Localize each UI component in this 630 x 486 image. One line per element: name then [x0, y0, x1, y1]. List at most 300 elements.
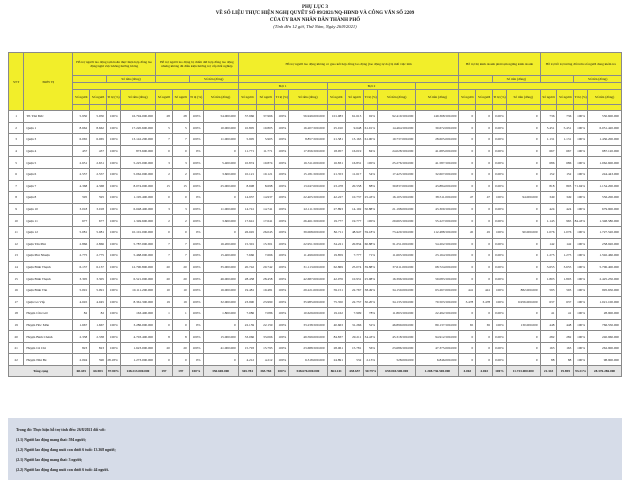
row-cell: 100%	[189, 215, 203, 227]
row-cell: 0	[172, 226, 189, 238]
total-cell: 197	[156, 366, 173, 377]
row-cell: 33.066	[257, 331, 275, 343]
row-cell: 21.198.000.000	[378, 203, 416, 215]
row-cell: 82.711	[327, 226, 345, 238]
row-cell: 437	[73, 145, 90, 157]
row-cell: 37.611.000.000	[378, 261, 416, 273]
note-line: (1.1) Người lao động mang thai: 594 người;	[16, 438, 86, 442]
row-stt: 5	[9, 157, 24, 169]
row-cell: 100%	[275, 215, 289, 227]
row-cell: 0	[172, 319, 189, 331]
header-money-col: Số tiền (đồng)	[378, 90, 416, 105]
row-cell: 100%	[275, 331, 289, 343]
row-cell: 0	[459, 134, 476, 146]
row-cell: 8	[172, 331, 189, 343]
row-stt: 11	[9, 226, 24, 238]
row-cell: 4.368	[90, 180, 107, 192]
row-cell: 20	[172, 342, 189, 354]
row-cell: 0	[459, 342, 476, 354]
row-cell: 0	[506, 111, 540, 123]
row-cell: 965	[557, 215, 574, 227]
total-cell: 66.903	[90, 366, 107, 377]
row-cell: 1.623.000.000	[120, 342, 155, 354]
row-cell: 100%	[275, 354, 289, 366]
row-cell: 1.154.200.000	[588, 180, 622, 192]
row-cell: 30.672.000.000	[416, 122, 459, 134]
row-unit-name: Huyện Củ Chi	[24, 342, 73, 354]
row-cell: 100%	[574, 168, 588, 180]
row-cell: 100%	[107, 238, 121, 250]
row-stt: 3	[9, 134, 24, 146]
row-cell: 2.866	[73, 238, 90, 250]
row-cell: 2.13%	[364, 354, 378, 366]
row-cell: 1.800.000	[203, 308, 238, 320]
row-unit-name: Huyện Nhà Bè	[24, 354, 73, 366]
row-cell: 2	[172, 215, 189, 227]
row-cell: 667	[557, 145, 574, 157]
row-cell: 0%	[189, 192, 203, 204]
row-cell: 10.874	[257, 157, 275, 169]
row-cell: 43.309.500.000	[416, 203, 459, 215]
row-cell: 1.076	[557, 226, 574, 238]
row-cell: 2.866	[90, 238, 107, 250]
row-cell: 41.685.000.000	[416, 145, 459, 157]
row-cell: 100%	[189, 180, 203, 192]
row-cell: 20.742	[257, 261, 275, 273]
row-cell: 28.458	[257, 273, 275, 285]
row-cell: 18.957	[327, 145, 345, 157]
row-cell: 7.086	[257, 308, 275, 320]
row-cell: 3.286.000.000	[120, 319, 155, 331]
row-cell: 3.600.000	[203, 215, 238, 227]
row-cell: 3.655	[557, 261, 574, 273]
row-unit-name: Quận 3	[24, 134, 73, 146]
row-cell: 100%	[275, 203, 289, 215]
row-cell: 28	[172, 111, 189, 123]
header-ratio: Tỉ lệ (%)	[189, 90, 203, 105]
row-cell: 42.687.000.000	[289, 273, 327, 285]
row-cell: 152	[540, 168, 557, 180]
row-cell: 6.051.420.000	[588, 122, 622, 134]
row-cell: 35.985.000.000	[289, 296, 327, 308]
row-stt: 21	[9, 342, 24, 354]
row-cell: 75.350	[327, 296, 345, 308]
row-cell: 3.478	[459, 296, 476, 308]
row-cell: 528.000.000	[378, 354, 416, 366]
table-row	[9, 122, 622, 134]
row-cell: 28.458	[238, 273, 256, 285]
row-cell: 59.151	[327, 284, 345, 296]
row-cell: 10.874	[238, 157, 256, 169]
row-cell: 59.18%	[364, 226, 378, 238]
document-date-note: (Tính đến 12 giờ, Thứ Năm, Ngày 26/8/2021)	[273, 24, 357, 30]
header-money: Số tiền (đồng)	[107, 76, 156, 83]
row-cell: 54%	[364, 168, 378, 180]
row-cell: 8.662	[90, 122, 107, 134]
row-cell: 100%	[493, 284, 507, 296]
row-cell: 8.698	[257, 180, 275, 192]
row-cell: 595	[90, 192, 107, 204]
row-cell: 32.000.000	[203, 296, 238, 308]
total-row	[9, 366, 622, 377]
header-money: Số tiền (đồng)	[493, 76, 541, 83]
header-ratio: Tỉ lệ (%)	[275, 90, 289, 105]
row-cell: 1.062.600.000	[588, 157, 622, 169]
row-cell: 71%	[364, 250, 378, 262]
row-cell: 22.111.500.000	[289, 203, 327, 215]
row-cell: 33.066	[238, 331, 256, 343]
row-cell: 19	[172, 296, 189, 308]
row-cell: 5.451	[540, 122, 557, 134]
row-cell: 15	[172, 180, 189, 192]
row-cell: 100%	[189, 157, 203, 169]
row-cell: 22.951.500.000	[289, 238, 327, 250]
row-cell: 34.43%	[364, 331, 378, 343]
row-cell: 48.947	[345, 226, 363, 238]
row-cell: 100%	[275, 319, 289, 331]
row-cell: 3.018	[73, 203, 90, 215]
row-cell: 0	[476, 111, 493, 123]
row-cell: 29.665.500.000	[378, 215, 416, 227]
row-cell: 100%	[275, 261, 289, 273]
table-row	[9, 261, 622, 273]
row-cell: 0	[459, 238, 476, 250]
table-row	[9, 342, 622, 354]
row-cell: 100%	[189, 284, 203, 296]
header-ratio: Tỉ lệ (%)	[574, 90, 588, 105]
row-cell: 0	[172, 145, 189, 157]
row-cell: 100%	[275, 180, 289, 192]
total-cell: 100%	[493, 366, 507, 377]
row-cell: 100%	[107, 111, 121, 123]
row-unit-name: Quận 7	[24, 180, 73, 192]
row-cell: 100%	[574, 192, 588, 204]
row-cell: 22.159	[257, 319, 275, 331]
row-cell: 0	[476, 145, 493, 157]
row-cell: 6.137	[73, 261, 90, 273]
row-cell: 20	[172, 261, 189, 273]
row-cell: 5.787.000.000	[120, 238, 155, 250]
header-phase-1: Đợt 1	[238, 83, 327, 90]
row-cell: 28	[156, 111, 173, 123]
row-cell: 0	[459, 145, 476, 157]
row-unit-name: Quận Tân Phú	[24, 238, 73, 250]
row-cell: 10.805	[257, 122, 275, 134]
row-cell: 0.00%	[493, 331, 507, 343]
header-group-4: Hỗ trợ hộ kinh doanh phải tạm ngừng kinh doanh	[459, 53, 540, 76]
row-cell: 70.503.500.000	[416, 296, 459, 308]
row-cell: 686	[540, 157, 557, 169]
row-cell: 282	[557, 331, 574, 343]
row-cell: 593	[540, 284, 557, 296]
row-cell: 100%	[275, 134, 289, 146]
row-cell: 100%	[189, 111, 203, 123]
row-cell: 19.162	[327, 308, 345, 320]
row-cell: 0	[476, 203, 493, 215]
row-cell: 100%	[107, 192, 121, 204]
row-cell: 84.837	[327, 331, 345, 343]
total-cell: 100%	[275, 366, 289, 377]
row-cell: 7	[156, 250, 173, 262]
row-cell: 6.956.000.000	[506, 296, 540, 308]
row-unit-name: Quận 5	[24, 157, 73, 169]
row-cell: 100%	[189, 168, 203, 180]
row-cell: 0%	[189, 226, 203, 238]
row-cell: 100%	[574, 331, 588, 343]
row-cell: 52%	[364, 319, 378, 331]
row-cell: 100%	[107, 122, 121, 134]
row-cell: 823	[73, 342, 90, 354]
row-cell: 7.666	[257, 250, 275, 262]
row-cell: 6.065	[73, 134, 90, 146]
row-cell: 100%	[107, 145, 121, 157]
table-row	[9, 203, 622, 215]
row-cell: 25.010	[327, 122, 345, 134]
row-cell: 0	[506, 308, 540, 320]
support-data-table	[8, 52, 622, 377]
row-cell: 0	[506, 261, 540, 273]
row-cell: 17.641	[257, 215, 275, 227]
total-cell: 350.600.000	[203, 366, 238, 377]
row-cell: 100%	[107, 342, 121, 354]
row-cell: 995.650.000	[588, 284, 622, 296]
row-cell: 100%	[189, 273, 203, 285]
table-row	[9, 168, 622, 180]
header-people: Số người	[73, 90, 90, 105]
row-cell: 5.091	[73, 284, 90, 296]
row-cell: 42.227	[327, 192, 345, 204]
table-row	[9, 273, 622, 285]
row-cell: 6.846.000.000	[416, 354, 459, 366]
row-cell: 100%	[107, 308, 121, 320]
row-cell: 20.742	[238, 261, 256, 273]
row-cell: 100%	[275, 226, 289, 238]
row-cell: 0	[506, 203, 540, 215]
row-cell: 437	[90, 145, 107, 157]
row-cell: 8.662	[73, 122, 90, 134]
row-cell: 100%	[189, 342, 203, 354]
row-cell: 0	[476, 273, 493, 285]
row-cell: 22.492.500.000	[416, 308, 459, 320]
header-group-2: Hỗ trợ người lao động bị chấm dứt hợp đồng lao động nhưng không đủ điều kiện hưởng trợ cấp thất nghiệp	[156, 53, 239, 76]
row-cell: 100%	[275, 308, 289, 320]
row-cell: 142	[540, 238, 557, 250]
header-people: Số người	[156, 90, 173, 105]
row-cell: 448	[557, 319, 574, 331]
table-row	[9, 354, 622, 366]
row-cell: 20	[172, 273, 189, 285]
row-cell: 47	[459, 192, 476, 204]
row-cell: 38.49%	[364, 284, 378, 296]
row-cell: 92%	[364, 111, 378, 123]
row-cell: 2.651	[73, 157, 90, 169]
row-cell: 100%	[364, 215, 378, 227]
row-cell: 88	[540, 354, 557, 366]
row-cell: 0	[506, 354, 540, 366]
row-cell: 3.305	[73, 273, 90, 285]
row-unit-name: Huyện Bình Chánh	[24, 331, 73, 343]
row-cell: 7.666	[238, 250, 256, 262]
row-cell: 0	[459, 122, 476, 134]
header-people: Số người	[476, 90, 493, 105]
row-stt: 20	[9, 331, 24, 343]
header-people: Số người	[345, 90, 363, 105]
row-cell: 10.805	[238, 122, 256, 134]
row-cell: 2.338	[73, 331, 90, 343]
row-cell: 100%	[574, 203, 588, 215]
row-cell: 0	[459, 354, 476, 366]
row-cell: 0	[203, 354, 238, 366]
row-cell: 100%	[275, 296, 289, 308]
row-cell: 5.081	[73, 226, 90, 238]
row-cell: 3	[172, 203, 189, 215]
row-cell: 37.966	[238, 111, 256, 123]
note-line: (2.1) Người lao động mang thai: 3 người;	[16, 458, 83, 462]
row-cell: 23.990	[238, 296, 256, 308]
row-cell: 0	[506, 273, 540, 285]
row-cell: 0	[506, 342, 540, 354]
row-cell: 2.651	[90, 157, 107, 169]
row-cell: 0	[506, 180, 540, 192]
row-cell: 100%	[275, 238, 289, 250]
row-cell: 0	[506, 250, 540, 262]
row-cell: 19.859	[327, 250, 345, 262]
row-cell: 71.94%	[574, 180, 588, 192]
row-cell: 244.443.000	[588, 168, 622, 180]
row-cell: 17.656.500.000	[289, 145, 327, 157]
row-cell: 1.273.000.000	[120, 354, 155, 366]
row-cell: 6.521.000.000	[120, 273, 155, 285]
row-cell: 41.000.000	[203, 342, 238, 354]
row-cell: 28.900.000	[588, 308, 622, 320]
row-cell: 0	[476, 122, 493, 134]
row-cell: 3.655	[540, 261, 557, 273]
row-cell: 0	[476, 331, 493, 343]
row-cell: 14.937	[257, 192, 275, 204]
row-cell: 2.775	[73, 250, 90, 262]
row-cell: 34.150.000.000	[378, 284, 416, 296]
row-cell: 21.353	[327, 168, 345, 180]
total-cell: 19.895	[557, 366, 574, 377]
row-cell: 14.741	[257, 203, 275, 215]
row-cell: 1.349.600.000	[120, 215, 155, 227]
row-cell: 1.143	[540, 215, 557, 227]
row-cell: 10.931	[345, 273, 363, 285]
row-cell: 0	[506, 215, 540, 227]
row-cell: 0	[476, 215, 493, 227]
appendix-title: PHỤ LỤC 3	[301, 5, 329, 10]
row-cell: 0	[506, 168, 540, 180]
row-cell: 60.88%	[364, 238, 378, 250]
row-cell: 112.488.500.000	[416, 226, 459, 238]
row-cell: 149.368.500.000	[416, 111, 459, 123]
row-cell: 100%	[189, 250, 203, 262]
total-cell: 28.376.286.000	[588, 366, 622, 377]
row-cell: 4.212	[257, 354, 275, 366]
total-cell: 100%	[189, 366, 203, 377]
row-cell: 0	[459, 111, 476, 123]
row-cell: 3.018	[90, 203, 107, 215]
row-cell: 100%	[574, 273, 588, 285]
header-money: Số tiền (đồng)	[574, 76, 622, 83]
row-cell: 0%	[189, 145, 203, 157]
row-cell: 100%	[275, 273, 289, 285]
row-cell: 24.028.500.000	[378, 145, 416, 157]
row-cell: 766.550.000	[588, 319, 622, 331]
row-cell: 1.021.100.000	[588, 296, 622, 308]
row-cell: 4.368	[73, 180, 90, 192]
row-cell: 0	[506, 331, 540, 343]
row-cell: 25.074	[345, 261, 363, 273]
row-cell: 0	[156, 319, 173, 331]
row-cell: 0.00%	[493, 354, 507, 366]
row-cell: 100%	[574, 354, 588, 366]
row-cell: 5.905	[238, 134, 256, 146]
row-cell: 5.706.400.000	[588, 261, 622, 273]
row-cell: 45.318.500.000	[378, 331, 416, 343]
row-cell: 25.000.000	[203, 180, 238, 192]
row-cell: 16.200.000	[203, 238, 238, 250]
row-cell: 0.00%	[493, 122, 507, 134]
row-cell: 20.558	[345, 180, 363, 192]
row-cell: 736	[557, 111, 574, 123]
row-cell: 349	[557, 192, 574, 204]
row-cell: 100%	[189, 238, 203, 250]
row-cell: 677	[90, 215, 107, 227]
row-cell: 28.061	[327, 342, 345, 354]
row-cell: 1.803	[540, 273, 557, 285]
row-cell: 59.083.500.000	[416, 273, 459, 285]
row-cell: 13.142.200.000	[120, 134, 155, 146]
row-cell: 16.794.000.000	[120, 111, 155, 123]
row-cell: 25.43%	[364, 192, 378, 204]
table-row	[9, 238, 622, 250]
row-cell: 424	[557, 203, 574, 215]
row-cell: 43.884.000.000	[416, 180, 459, 192]
row-cell: 5	[172, 122, 189, 134]
row-cell: 22.405.500.000	[289, 192, 327, 204]
total-cell: 148.213.000.000	[120, 366, 155, 377]
row-cell: 100%	[493, 192, 507, 204]
row-cell: 6.137	[90, 261, 107, 273]
row-cell: 5.081	[90, 226, 107, 238]
row-cell: 0.00%	[493, 250, 507, 262]
total-cell: 864.141	[327, 366, 345, 377]
header-ratio: Tỉ lệ (%)	[107, 90, 121, 105]
row-stt: 8	[9, 192, 24, 204]
row-cell: 11.000.000	[203, 203, 238, 215]
row-unit-name: Quận Bình Thạnh	[24, 273, 73, 285]
row-cell: 5.468.000.000	[120, 250, 155, 262]
row-cell: 7.086	[238, 308, 256, 320]
header-ratio: Tỉ lệ (%)	[493, 90, 507, 105]
row-cell: 8.074.000.000	[120, 180, 155, 192]
row-unit-name: TP. Thủ Đức	[24, 111, 73, 123]
row-cell: 100%	[574, 342, 588, 354]
row-cell: 14.741	[238, 203, 256, 215]
row-cell: 16.000.000	[203, 284, 238, 296]
row-cell: 11.617	[345, 168, 363, 180]
row-cell: 3	[156, 203, 173, 215]
row-cell: 31.266	[345, 319, 363, 331]
row-cell: 26.045	[238, 226, 256, 238]
row-cell: 0.00%	[493, 238, 507, 250]
row-cell: 5.950	[73, 111, 90, 123]
header-people: Số người	[172, 90, 189, 105]
header-money-total: Số tiền (đồng)	[416, 90, 459, 105]
row-unit-name: Huyện Hóc Môn	[24, 319, 73, 331]
row-cell: 2.338	[90, 331, 107, 343]
